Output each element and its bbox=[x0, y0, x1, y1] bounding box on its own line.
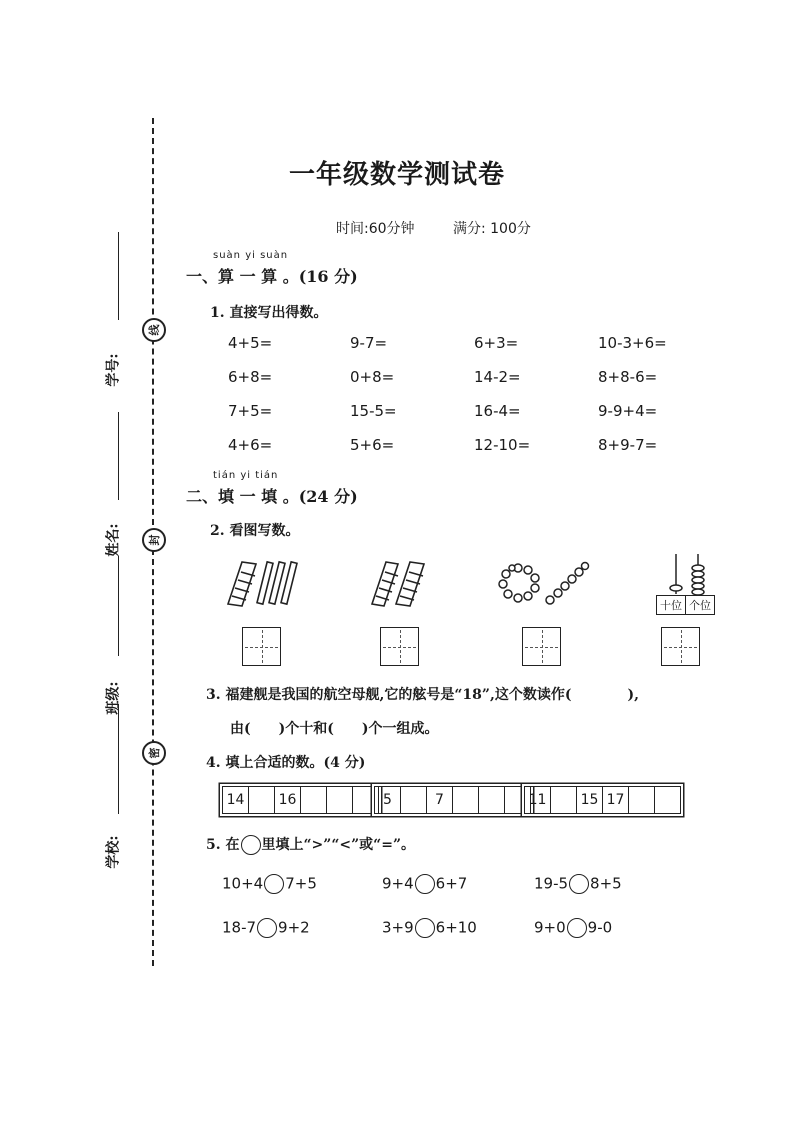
comparison-item bbox=[534, 874, 622, 894]
section1-heading: 一、算 一 算 。(16 分) bbox=[186, 267, 358, 286]
arithmetic-expression: 9-9+4= bbox=[598, 402, 658, 420]
arithmetic-expression: 7+5= bbox=[228, 402, 273, 420]
comparison-answer-circle[interactable] bbox=[569, 874, 589, 894]
class-label: 班级: bbox=[105, 681, 122, 715]
comparison-right: 8+5 bbox=[590, 874, 622, 893]
number-sequence-3 bbox=[524, 786, 681, 814]
circle-icon bbox=[241, 835, 261, 855]
arithmetic-expression: 4+6= bbox=[228, 436, 273, 454]
answer-box-sticks-1[interactable] bbox=[242, 627, 281, 666]
sequence-cell[interactable] bbox=[401, 787, 427, 813]
arithmetic-expression: 14-2= bbox=[474, 368, 521, 386]
arithmetic-expression: 9-7= bbox=[350, 334, 388, 352]
student-id-line[interactable] bbox=[118, 232, 119, 320]
arithmetic-expression: 6+3= bbox=[474, 334, 519, 352]
sequence-cell[interactable] bbox=[551, 787, 577, 813]
exam-full-score: 满分: 100分 bbox=[452, 221, 531, 237]
comparison-right: 6+7 bbox=[435, 874, 468, 893]
sequence-cell: 7 bbox=[427, 787, 453, 813]
q5-text-a: 5. 在 bbox=[206, 837, 240, 853]
school-label: 学校: bbox=[105, 835, 122, 869]
comparison-answer-circle[interactable] bbox=[567, 918, 587, 938]
q3-text-a: 由( bbox=[230, 721, 251, 737]
section1-pinyin: suàn yi suàn bbox=[213, 250, 289, 261]
q3-line1 bbox=[206, 684, 639, 704]
seal-seal-char: 封 bbox=[142, 528, 166, 552]
q3-text-c: )个一组成。 bbox=[361, 721, 439, 737]
arithmetic-expression: 16-4= bbox=[474, 402, 521, 420]
comparison-left: 9+0 bbox=[534, 918, 566, 937]
comparison-item bbox=[382, 918, 477, 938]
seal-secret-char: 密 bbox=[142, 741, 166, 765]
arithmetic-expression: 0+8= bbox=[350, 368, 395, 386]
abacus-picture bbox=[658, 552, 718, 596]
q1-label: 1. 直接写出得数。 bbox=[210, 305, 328, 321]
arithmetic-expression: 6+8= bbox=[228, 368, 273, 386]
sequence-cell[interactable] bbox=[629, 787, 655, 813]
page-title: 一年级数学测试卷 bbox=[288, 160, 505, 190]
seal-line-char: 线 bbox=[142, 318, 166, 342]
section2-heading: 二、填 一 填 。(24 分) bbox=[186, 487, 358, 506]
bundle-of-sticks-picture-1 bbox=[222, 556, 300, 608]
comparison-left: 18-7 bbox=[222, 918, 257, 937]
name-label: 姓名: bbox=[105, 523, 122, 557]
comparison-right: 9-0 bbox=[587, 918, 613, 937]
number-sequence-2 bbox=[374, 786, 531, 814]
sequence-cell: 14 bbox=[223, 787, 249, 813]
abacus-place-value-labels bbox=[656, 595, 715, 615]
comparison-left: 10+4 bbox=[222, 874, 264, 893]
comparison-item bbox=[222, 874, 317, 894]
sequence-cell[interactable] bbox=[453, 787, 479, 813]
comparison-item bbox=[382, 874, 467, 894]
arithmetic-expression: 8+9-7= bbox=[598, 436, 658, 454]
class-line[interactable] bbox=[118, 556, 119, 656]
q5-text-b: 里填上“>”“<”或“=”。 bbox=[261, 837, 416, 853]
name-line[interactable] bbox=[118, 412, 119, 500]
ones-place-label: 个位 bbox=[689, 599, 711, 612]
school-line[interactable] bbox=[118, 704, 119, 814]
sequence-cell: 17 bbox=[603, 787, 629, 813]
arithmetic-expression: 12-10= bbox=[474, 436, 531, 454]
q2-label: 2. 看图写数。 bbox=[210, 523, 300, 539]
answer-box-beads[interactable] bbox=[522, 627, 561, 666]
sequence-cell: 5 bbox=[375, 787, 401, 813]
q3-text-end: ), bbox=[627, 687, 639, 703]
comparison-item bbox=[222, 918, 310, 938]
comparison-answer-circle[interactable] bbox=[415, 874, 435, 894]
sequence-cell: 16 bbox=[275, 787, 301, 813]
exam-meta bbox=[336, 218, 565, 238]
exam-time: 时间:60分钟 bbox=[336, 221, 415, 237]
sequence-cell[interactable] bbox=[655, 787, 680, 813]
q5-label bbox=[206, 834, 415, 855]
number-sequence-1 bbox=[222, 786, 379, 814]
beads-picture bbox=[498, 560, 590, 608]
arithmetic-expression: 5+6= bbox=[350, 436, 395, 454]
comparison-left: 3+9 bbox=[382, 918, 414, 937]
arithmetic-expression: 4+5= bbox=[228, 334, 273, 352]
tens-place-label: 十位 bbox=[657, 596, 686, 614]
comparison-item bbox=[534, 918, 612, 938]
sequence-cell[interactable] bbox=[327, 787, 353, 813]
q3-line2 bbox=[230, 718, 439, 738]
section2-pinyin: tián yi tián bbox=[213, 470, 279, 481]
sequence-cell[interactable] bbox=[479, 787, 505, 813]
sequence-cell: 15 bbox=[577, 787, 603, 813]
arithmetic-expression: 15-5= bbox=[350, 402, 397, 420]
comparison-left: 9+4 bbox=[382, 874, 414, 893]
comparison-right: 9+2 bbox=[278, 918, 310, 937]
arithmetic-expression: 8+8-6= bbox=[598, 368, 658, 386]
comparison-right: 7+5 bbox=[285, 874, 317, 893]
bundle-of-sticks-picture-2 bbox=[368, 556, 430, 608]
comparison-answer-circle[interactable] bbox=[264, 874, 284, 894]
sequence-cell: 11 bbox=[525, 787, 551, 813]
q4-label: 4. 填上合适的数。(4 分) bbox=[206, 755, 366, 771]
q3-text-b: )个十和( bbox=[278, 721, 334, 737]
comparison-left: 19-5 bbox=[534, 874, 569, 893]
comparison-right: 6+10 bbox=[435, 918, 477, 937]
answer-box-sticks-2[interactable] bbox=[380, 627, 419, 666]
sequence-cell[interactable] bbox=[301, 787, 327, 813]
answer-box-abacus[interactable] bbox=[661, 627, 700, 666]
sequence-cell[interactable] bbox=[249, 787, 275, 813]
arithmetic-expression: 10-3+6= bbox=[598, 334, 667, 352]
comparison-answer-circle[interactable] bbox=[257, 918, 277, 938]
comparison-answer-circle[interactable] bbox=[415, 918, 435, 938]
q3-text: 3. 福建舰是我国的航空母舰,它的舷号是“18”,这个数读作( bbox=[206, 687, 572, 703]
student-id-label: 学号: bbox=[105, 353, 122, 387]
